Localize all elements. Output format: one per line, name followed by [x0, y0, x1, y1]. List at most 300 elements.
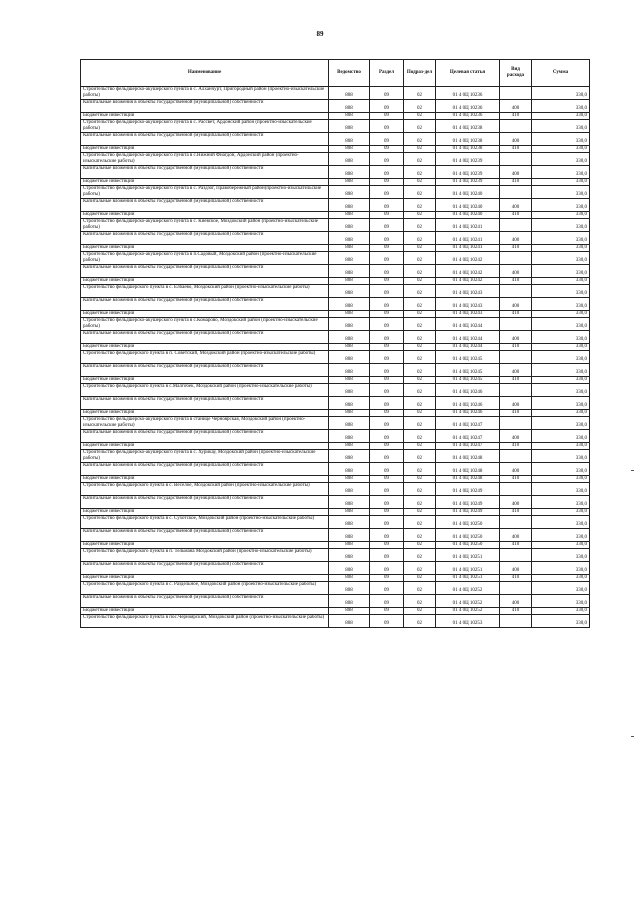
- cell-name: Бюджетные инвестиции: [81, 311, 329, 318]
- cell-subsection: 02: [404, 384, 436, 397]
- cell-dept: 808: [329, 153, 370, 166]
- cell-section: 09: [370, 87, 404, 100]
- cell-exptype: 410: [500, 377, 532, 384]
- cell-name: Строительство фельдшерского пункта в п. Тельмана Моздокский район (проектно-изыскательские работы): [81, 549, 329, 562]
- cell-dept: 808: [329, 582, 370, 595]
- cell-target: 01 4 0Ц 10241: [436, 232, 500, 245]
- column-header-section: Раздел: [370, 60, 404, 87]
- cell-exptype: [500, 615, 532, 628]
- cell-section: 09: [370, 562, 404, 575]
- cell-exptype: 410: [500, 146, 532, 153]
- cell-sum: 330,0: [532, 133, 590, 146]
- cell-target: 01 4 0Ц 10239: [436, 179, 500, 186]
- cell-sum: 330,0: [532, 219, 590, 232]
- table-row: [81, 120, 590, 133]
- cell-dept: 808: [329, 100, 370, 113]
- cell-target: 01 4 0Ц 10249: [436, 483, 500, 496]
- cell-dept: 808: [329, 311, 370, 318]
- cell-subsection: 02: [404, 351, 436, 364]
- cell-section: 09: [370, 377, 404, 384]
- table-row: [81, 199, 590, 212]
- cell-name: Бюджетные инвестиции: [81, 179, 329, 186]
- cell-target: 01 4 0Ц 10246: [436, 384, 500, 397]
- cell-exptype: 400: [500, 595, 532, 608]
- cell-sum: 330,0: [532, 483, 590, 496]
- cell-sum: 330,0: [532, 311, 590, 318]
- cell-name: Бюджетные инвестиции: [81, 575, 329, 582]
- cell-sum: 330,0: [532, 476, 590, 483]
- cell-name: Капитальные вложения в объекты государственной (муниципальной) собственности: [81, 430, 329, 443]
- cell-section: 09: [370, 278, 404, 285]
- cell-sum: 330,0: [532, 113, 590, 120]
- cell-subsection: 02: [404, 615, 436, 628]
- cell-dept: 808: [329, 364, 370, 377]
- cell-exptype: 400: [500, 166, 532, 179]
- cell-subsection: 02: [404, 278, 436, 285]
- cell-target: 01 4 0Ц 10250: [436, 542, 500, 549]
- cell-exptype: 410: [500, 509, 532, 516]
- cell-target: 01 4 0Ц 10238: [436, 120, 500, 133]
- cell-target: 01 4 0Ц 10249: [436, 496, 500, 509]
- column-header-subsection: Подраз-дел: [404, 60, 436, 87]
- cell-sum: 330,0: [532, 344, 590, 351]
- cell-exptype: 410: [500, 245, 532, 252]
- cell-sum: 330,0: [532, 252, 590, 265]
- cell-subsection: 02: [404, 232, 436, 245]
- cell-dept: 808: [329, 516, 370, 529]
- cell-target: 01 4 0Ц 10236: [436, 87, 500, 100]
- cell-sum: 330,0: [532, 549, 590, 562]
- table-row: [81, 351, 590, 364]
- cell-dept: 808: [329, 331, 370, 344]
- cell-subsection: 02: [404, 245, 436, 252]
- cell-dept: 808: [329, 529, 370, 542]
- table-row: [81, 463, 590, 476]
- margin-mark: [631, 736, 634, 737]
- table-row: [81, 153, 590, 166]
- cell-sum: 330,0: [532, 496, 590, 509]
- table-row: [81, 212, 590, 219]
- table-header-row: [81, 60, 590, 87]
- cell-name: Капитальные вложения в объекты государственной (муниципальной) собственности: [81, 100, 329, 113]
- cell-dept: 808: [329, 318, 370, 331]
- cell-target: 01 4 0Ц 10249: [436, 509, 500, 516]
- cell-subsection: 02: [404, 285, 436, 298]
- cell-section: 09: [370, 575, 404, 582]
- cell-section: 09: [370, 212, 404, 219]
- cell-name: Строительство фельдшерского пункта в пос.Черноярский, Моздокский район (проектно-изыскательские работы): [81, 615, 329, 628]
- cell-section: 09: [370, 384, 404, 397]
- cell-dept: 808: [329, 146, 370, 153]
- cell-dept: 808: [329, 179, 370, 186]
- cell-name: Бюджетные инвестиции: [81, 608, 329, 615]
- cell-dept: 808: [329, 278, 370, 285]
- table-row: [81, 483, 590, 496]
- cell-name: Строительство фельдшерско-акушерского пункта в с. Киевское, Моздокский район (проектно-изыскательские работы): [81, 219, 329, 232]
- cell-exptype: 410: [500, 476, 532, 483]
- cell-name: Капитальные вложения в объекты государственной (муниципальной) собственности: [81, 463, 329, 476]
- cell-sum: 330,0: [532, 410, 590, 417]
- table-row: [81, 245, 590, 252]
- table-row: [81, 516, 590, 529]
- cell-section: 09: [370, 496, 404, 509]
- cell-target: 01 4 0Ц 10245: [436, 351, 500, 364]
- cell-dept: 808: [329, 450, 370, 463]
- cell-section: 09: [370, 443, 404, 450]
- table-row: [81, 562, 590, 575]
- table-row: [81, 384, 590, 397]
- cell-target: 01 4 0Ц 10236: [436, 100, 500, 113]
- cell-exptype: 410: [500, 179, 532, 186]
- table-row: [81, 179, 590, 186]
- table-row: [81, 430, 590, 443]
- table-row: [81, 595, 590, 608]
- cell-name: Капитальные вложения в объекты государственной (муниципальной) собственности: [81, 199, 329, 212]
- cell-name: Строительство фельдшерского пункта в с. Раздельное, Моздокский район (проектно-изыскательские работы): [81, 582, 329, 595]
- cell-subsection: 02: [404, 212, 436, 219]
- cell-dept: 808: [329, 397, 370, 410]
- cell-target: 01 4 0Ц 10240: [436, 212, 500, 219]
- cell-target: 01 4 0Ц 10239: [436, 166, 500, 179]
- cell-target: 01 4 0Ц 10251: [436, 549, 500, 562]
- cell-subsection: 02: [404, 417, 436, 430]
- cell-name: Бюджетные инвестиции: [81, 344, 329, 351]
- cell-subsection: 02: [404, 549, 436, 562]
- cell-section: 09: [370, 417, 404, 430]
- cell-name: Строительство фельдшерского пункта в с. Сухотское, Моздокский район (проектно-изыскательские работы): [81, 516, 329, 529]
- cell-target: 01 4 0Ц 10240: [436, 186, 500, 199]
- cell-subsection: 02: [404, 186, 436, 199]
- cell-target: 01 4 0Ц 10238: [436, 146, 500, 153]
- cell-dept: 808: [329, 166, 370, 179]
- table-row: [81, 219, 590, 232]
- cell-subsection: 02: [404, 377, 436, 384]
- cell-target: 01 4 0Ц 10245: [436, 377, 500, 384]
- cell-subsection: 02: [404, 476, 436, 483]
- column-header-sum: Сумма: [532, 60, 590, 87]
- cell-section: 09: [370, 410, 404, 417]
- table-row: [81, 542, 590, 549]
- cell-sum: 330,0: [532, 265, 590, 278]
- table-row: [81, 509, 590, 516]
- cell-name: Капитальные вложения в объекты государственной (муниципальной) собственности: [81, 529, 329, 542]
- cell-subsection: 02: [404, 443, 436, 450]
- cell-dept: 808: [329, 410, 370, 417]
- cell-subsection: 02: [404, 153, 436, 166]
- cell-section: 09: [370, 483, 404, 496]
- cell-name: Строительство фельдшерско-акушерского пункта в с.Нижний Фиагдон, Ардонский район (проектно-изыскательские работы): [81, 153, 329, 166]
- cell-section: 09: [370, 516, 404, 529]
- cell-subsection: 02: [404, 529, 436, 542]
- cell-target: 01 4 0Ц 10242: [436, 278, 500, 285]
- table-row: [81, 278, 590, 285]
- cell-name: Бюджетные инвестиции: [81, 146, 329, 153]
- cell-dept: 808: [329, 377, 370, 384]
- cell-sum: 330,0: [532, 450, 590, 463]
- cell-dept: 808: [329, 87, 370, 100]
- cell-name: Строительство фельдшерско-акушерского пункта в с. Хурикау, Моздокский район (проектно-изыскательские работы): [81, 450, 329, 463]
- cell-target: 01 4 0Ц 10248: [436, 450, 500, 463]
- cell-sum: 330,0: [532, 298, 590, 311]
- table-row: [81, 364, 590, 377]
- page-number: 89: [316, 30, 324, 38]
- cell-section: 09: [370, 595, 404, 608]
- cell-exptype: 400: [500, 133, 532, 146]
- cell-section: 09: [370, 430, 404, 443]
- cell-name: Строительство фельдшерско-акушерского пункта в с. Рассвет, Ардонский район (проектно-изыскательские работы): [81, 120, 329, 133]
- cell-exptype: 400: [500, 562, 532, 575]
- cell-section: 09: [370, 344, 404, 351]
- cell-sum: 330,0: [532, 351, 590, 364]
- cell-name: Капитальные вложения в объекты государственной (муниципальной) собственности: [81, 298, 329, 311]
- cell-dept: 808: [329, 608, 370, 615]
- cell-dept: 808: [329, 252, 370, 265]
- cell-exptype: 400: [500, 529, 532, 542]
- cell-section: 09: [370, 397, 404, 410]
- cell-name: Капитальные вложения в объекты государственной (муниципальной) собственности: [81, 265, 329, 278]
- cell-dept: 808: [329, 285, 370, 298]
- cell-subsection: 02: [404, 265, 436, 278]
- cell-exptype: 410: [500, 608, 532, 615]
- cell-sum: 330,0: [532, 608, 590, 615]
- cell-dept: 808: [329, 344, 370, 351]
- cell-sum: 330,0: [532, 285, 590, 298]
- cell-subsection: 02: [404, 219, 436, 232]
- cell-subsection: 02: [404, 450, 436, 463]
- cell-sum: 330,0: [532, 582, 590, 595]
- cell-target: 01 4 0Ц 10244: [436, 344, 500, 351]
- cell-subsection: 02: [404, 430, 436, 443]
- cell-section: 09: [370, 179, 404, 186]
- cell-sum: 330,0: [532, 430, 590, 443]
- cell-section: 09: [370, 298, 404, 311]
- cell-dept: 808: [329, 265, 370, 278]
- cell-dept: 808: [329, 430, 370, 443]
- cell-sum: 330,0: [532, 146, 590, 153]
- cell-subsection: 02: [404, 463, 436, 476]
- cell-section: 09: [370, 509, 404, 516]
- table-row: [81, 344, 590, 351]
- cell-exptype: [500, 351, 532, 364]
- cell-section: 09: [370, 133, 404, 146]
- cell-name: Бюджетные инвестиции: [81, 476, 329, 483]
- cell-name: Бюджетные инвестиции: [81, 509, 329, 516]
- cell-section: 09: [370, 113, 404, 120]
- cell-subsection: 02: [404, 120, 436, 133]
- cell-subsection: 02: [404, 100, 436, 113]
- cell-section: 09: [370, 265, 404, 278]
- cell-name: Бюджетные инвестиции: [81, 212, 329, 219]
- cell-subsection: 02: [404, 146, 436, 153]
- cell-section: 09: [370, 232, 404, 245]
- cell-sum: 330,0: [532, 331, 590, 344]
- cell-subsection: 02: [404, 133, 436, 146]
- cell-exptype: 410: [500, 311, 532, 318]
- cell-section: 09: [370, 199, 404, 212]
- cell-section: 09: [370, 252, 404, 265]
- cell-dept: 808: [329, 113, 370, 120]
- cell-sum: 330,0: [532, 87, 590, 100]
- cell-section: 09: [370, 318, 404, 331]
- cell-exptype: [500, 384, 532, 397]
- cell-section: 09: [370, 153, 404, 166]
- table-row: [81, 549, 590, 562]
- cell-name: Бюджетные инвестиции: [81, 377, 329, 384]
- cell-name: Капитальные вложения в объекты государственной (муниципальной) собственности: [81, 595, 329, 608]
- cell-sum: 330,0: [532, 212, 590, 219]
- table-row: [81, 377, 590, 384]
- table-row: [81, 615, 590, 628]
- cell-target: 01 4 0Ц 10252: [436, 595, 500, 608]
- cell-subsection: 02: [404, 318, 436, 331]
- cell-exptype: 410: [500, 278, 532, 285]
- cell-section: 09: [370, 100, 404, 113]
- cell-exptype: 410: [500, 542, 532, 549]
- cell-target: 01 4 0Ц 10244: [436, 331, 500, 344]
- cell-name: Строительство фельдшерско-акушерского пункта в станице Черноярская, Моздокский район (проектно-изыскательские работы): [81, 417, 329, 430]
- cell-dept: 808: [329, 595, 370, 608]
- cell-sum: 330,0: [532, 384, 590, 397]
- table-row: [81, 608, 590, 615]
- table-row: [81, 100, 590, 113]
- cell-dept: 808: [329, 298, 370, 311]
- cell-exptype: [500, 285, 532, 298]
- cell-exptype: 410: [500, 575, 532, 582]
- cell-sum: 330,0: [532, 377, 590, 384]
- cell-subsection: 02: [404, 516, 436, 529]
- cell-sum: 330,0: [532, 615, 590, 628]
- table-row: [81, 146, 590, 153]
- table-row: [81, 443, 590, 450]
- cell-exptype: 400: [500, 463, 532, 476]
- cell-subsection: 02: [404, 595, 436, 608]
- cell-section: 09: [370, 166, 404, 179]
- cell-sum: 330,0: [532, 542, 590, 549]
- cell-sum: 330,0: [532, 516, 590, 529]
- cell-section: 09: [370, 615, 404, 628]
- cell-sum: 330,0: [532, 443, 590, 450]
- cell-sum: 330,0: [532, 417, 590, 430]
- cell-target: 01 4 0Ц 10252: [436, 608, 500, 615]
- cell-name: Бюджетные инвестиции: [81, 245, 329, 252]
- cell-name: Строительство фельдшерского пункта в п. Советский, Моздокский район (проектно-изыскательские работы): [81, 351, 329, 364]
- cell-target: 01 4 0Ц 10242: [436, 252, 500, 265]
- cell-dept: 808: [329, 133, 370, 146]
- cell-sum: 330,0: [532, 562, 590, 575]
- cell-target: 01 4 0Ц 10252: [436, 582, 500, 595]
- cell-name: Бюджетные инвестиции: [81, 410, 329, 417]
- cell-name: Строительство фельдшерско-акушерского пункта в с.Комарово, Моздокский район (проектно-изыскательские работы): [81, 318, 329, 331]
- margin-mark: [631, 470, 634, 471]
- table-row: [81, 113, 590, 120]
- table-row: [81, 331, 590, 344]
- cell-target: 01 4 0Ц 10250: [436, 516, 500, 529]
- cell-section: 09: [370, 364, 404, 377]
- cell-dept: 808: [329, 384, 370, 397]
- cell-target: 01 4 0Ц 10243: [436, 298, 500, 311]
- cell-sum: 330,0: [532, 318, 590, 331]
- cell-name: Капитальные вложения в объекты государственной (муниципальной) собственности: [81, 496, 329, 509]
- cell-exptype: 410: [500, 113, 532, 120]
- cell-dept: 808: [329, 476, 370, 483]
- cell-name: Строительство фельдшерско-акушерского пункта в с. Раздзог, Правобережный район(проектно-изыскательские работы): [81, 186, 329, 199]
- cell-section: 09: [370, 146, 404, 153]
- table-row: [81, 575, 590, 582]
- cell-exptype: [500, 549, 532, 562]
- cell-subsection: 02: [404, 562, 436, 575]
- cell-subsection: 02: [404, 509, 436, 516]
- table-row: [81, 417, 590, 430]
- cell-exptype: [500, 120, 532, 133]
- cell-name: Капитальные вложения в объекты государственной (муниципальной) собственности: [81, 331, 329, 344]
- table-row: [81, 582, 590, 595]
- cell-name: Бюджетные инвестиции: [81, 278, 329, 285]
- table-row: [81, 311, 590, 318]
- cell-target: 01 4 0Ц 10248: [436, 463, 500, 476]
- cell-section: 09: [370, 476, 404, 483]
- table-row: [81, 318, 590, 331]
- cell-subsection: 02: [404, 575, 436, 582]
- cell-exptype: [500, 516, 532, 529]
- cell-section: 09: [370, 582, 404, 595]
- cell-dept: 808: [329, 351, 370, 364]
- table-row: [81, 410, 590, 417]
- cell-subsection: 02: [404, 311, 436, 318]
- cell-subsection: 02: [404, 410, 436, 417]
- cell-name: Бюджетные инвестиции: [81, 113, 329, 120]
- cell-dept: 808: [329, 549, 370, 562]
- cell-dept: 808: [329, 496, 370, 509]
- cell-section: 09: [370, 450, 404, 463]
- cell-exptype: 400: [500, 265, 532, 278]
- cell-name: Капитальные вложения в объекты государственной (муниципальной) собственности: [81, 364, 329, 377]
- cell-dept: 808: [329, 120, 370, 133]
- cell-name: Капитальные вложения в объекты государственной (муниципальной) собственности: [81, 562, 329, 575]
- table-row: [81, 529, 590, 542]
- cell-subsection: 02: [404, 608, 436, 615]
- cell-sum: 330,0: [532, 245, 590, 252]
- cell-target: 01 4 0Ц 10241: [436, 245, 500, 252]
- column-header-target: Целевая статья: [436, 60, 500, 87]
- cell-subsection: 02: [404, 397, 436, 410]
- cell-exptype: 400: [500, 364, 532, 377]
- cell-dept: 808: [329, 509, 370, 516]
- cell-sum: 330,0: [532, 120, 590, 133]
- cell-dept: 808: [329, 199, 370, 212]
- table-row: [81, 252, 590, 265]
- cell-exptype: 400: [500, 100, 532, 113]
- cell-target: 01 4 0Ц 10248: [436, 476, 500, 483]
- cell-sum: 330,0: [532, 463, 590, 476]
- cell-sum: 330,0: [532, 529, 590, 542]
- cell-dept: 808: [329, 219, 370, 232]
- cell-name: Капитальные вложения в объекты государственной (муниципальной) собственности: [81, 166, 329, 179]
- cell-subsection: 02: [404, 179, 436, 186]
- cell-exptype: [500, 582, 532, 595]
- cell-target: 01 4 0Ц 10243: [436, 285, 500, 298]
- cell-subsection: 02: [404, 344, 436, 351]
- cell-subsection: 02: [404, 483, 436, 496]
- cell-name: Бюджетные инвестиции: [81, 443, 329, 450]
- cell-subsection: 02: [404, 364, 436, 377]
- cell-section: 09: [370, 529, 404, 542]
- cell-section: 09: [370, 120, 404, 133]
- cell-exptype: 410: [500, 212, 532, 219]
- cell-subsection: 02: [404, 331, 436, 344]
- cell-exptype: 410: [500, 410, 532, 417]
- table-body: [81, 87, 590, 628]
- cell-dept: 808: [329, 483, 370, 496]
